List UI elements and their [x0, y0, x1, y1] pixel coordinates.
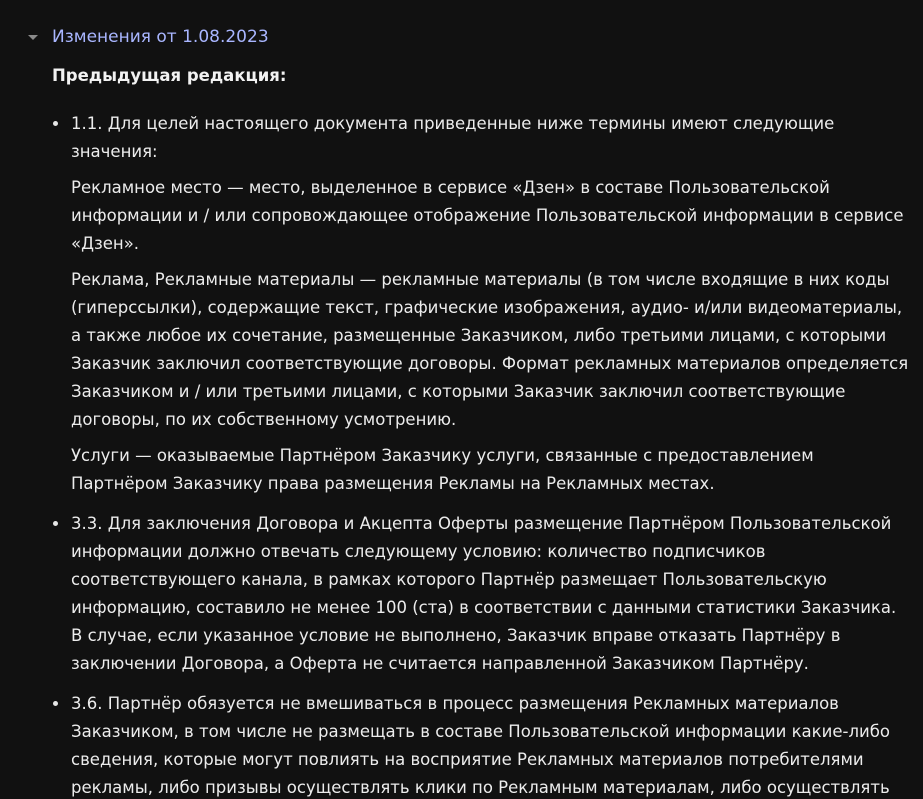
bullet-icon	[53, 701, 58, 706]
list-item	[52, 690, 912, 799]
paragraph: Услуги — оказываемые Партнёром Заказчику услуги, связанные с предоставлением Партнёром Заказчику права размещения Рекламы на Рекламных местах.	[71, 446, 814, 493]
list-item	[52, 110, 912, 498]
changes-list	[52, 110, 912, 799]
bullet-icon	[53, 121, 58, 126]
caret-down-icon[interactable]	[28, 35, 38, 40]
accordion-content	[52, 62, 912, 799]
paragraph: 3.6. Партнёр обязуется не вмешиваться в процесс размещения Рекламных материалов Заказчиком, в том числе не размещать в составе Пользовательской информации какие-либо сведения, которые могут повлиять на восприятие Рекламных материалов потребителями рекламы, либо призывы осуществлять клики по Рекламным материалам, либо осуществлять	[71, 694, 890, 797]
accordion-header[interactable]	[22, 22, 269, 52]
paragraph: 1.1. Для целей настоящего документа приведенные ниже термины имеют следующие значения:	[71, 114, 835, 161]
paragraph: Рекламное место — место, выделенное в сервисе «Дзен» в составе Пользовательской информации и / или сопровождающее отображение Пользовательской информации в сервисе «Дзен».	[71, 178, 904, 253]
section-heading: Предыдущая редакция:	[52, 66, 287, 85]
accordion-title[interactable]: Изменения от 1.08.2023	[52, 27, 269, 47]
bullet-icon	[53, 521, 58, 526]
list-item	[52, 510, 912, 678]
paragraph: 3.3. Для заключения Договора и Акцепта Оферты размещение Партнёром Пользовательской информации должно отвечать следующему условию: количество подписчиков соответствующего канала, в рамках которого Партнёр размещает Пользовательскую информацию, составило не менее 100 (ста) в соответствии с данными статистики Заказчика. В случае, если указанное условие не выполнено, Заказчик вправе отказать Партнёру в заключении Договора, а Оферта не считается направленной Заказчиком Партнёру.	[71, 514, 897, 673]
paragraph: Реклама, Рекламные материалы — рекламные материалы (в том числе входящие в них коды (гиперссылки), содержащие текст, графические изображения, аудио- и/или видеоматериалы, а также любое их сочетание, размещенные Заказчиком, либо третьими лицами, с которыми Заказчик заключил соответствующие договоры. Формат рекламных материалов определяется Заказчиком и / или третьими лицами, с которыми Заказчик заключил соответствующие договоры, по их собственному усмотрению.	[71, 270, 909, 429]
